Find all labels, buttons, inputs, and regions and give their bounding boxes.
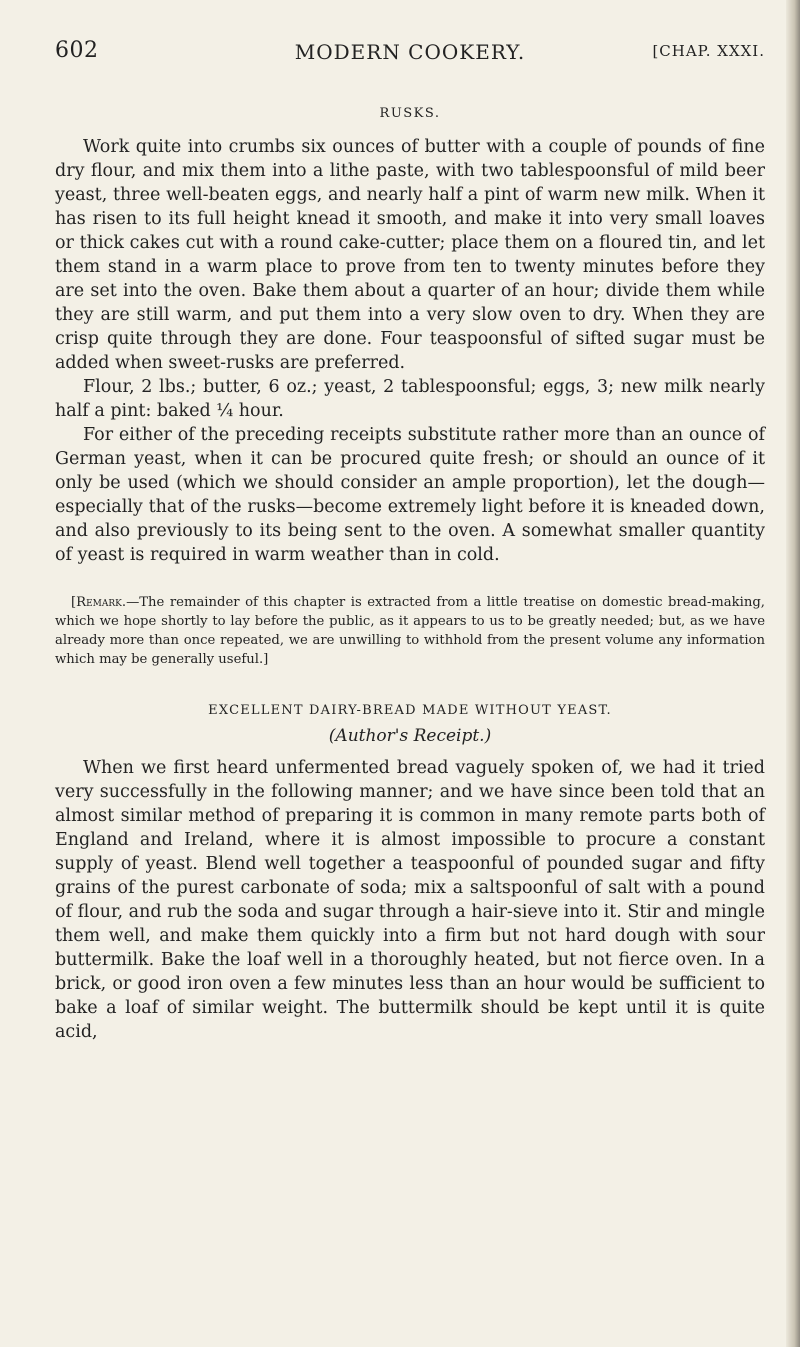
rusks-yeast-paragraph: For either of the preceding receipts substitute rather more than an ounce of German yeast, when it can be procured quite fresh; or should an ounce of it only be used (which we should consider an ample proportion), let the dough—especially that of the rusks—become extremely light before it is kneaded down, and also previously to its being sent to the oven. A somewhat smaller quantity of yeast is required in warm weather than in cold.	[55, 425, 765, 565]
rusks-heading: RUSKS.	[379, 106, 441, 121]
remark-label: [Remark.	[71, 595, 127, 610]
remark-text: —The remainder of this chapter is extracted from a little treatise on domestic bread-making, which we hope shortly to lay before the public, as it appears to us to be greatly needed; but, as we have already more than once repeated, we are unwilling to withhold from the present volume any information which may be generally useful.]	[55, 595, 765, 667]
running-title: MODERN COOKERY.	[294, 40, 526, 64]
rusks-ingredients-paragraph: Flour, 2 lbs.; butter, 6 oz.; yeast, 2 tablespoonsful; eggs, 3; new milk nearly half a pint: baked ¼ hour.	[55, 377, 765, 421]
page-edge	[786, 0, 800, 1347]
dairy-bread-heading: EXCELLENT DAIRY-BREAD MADE WITHOUT YEAST.	[208, 703, 612, 718]
chapter-reference: [CHAP. XXXI.	[652, 42, 765, 60]
page-number: 602	[55, 38, 99, 63]
dairy-bread-subheading: (Author's Receipt.)	[328, 726, 492, 746]
rusks-method-paragraph: Work quite into crumbs six ounces of butter with a couple of pounds of fine dry flour, and mix them into a lithe paste, with two tablespoonsful of mild beer yeast, three well-beaten eggs, and nearly half a pint of warm new milk. When it has risen to its full height knead it smooth, and make it into very small loaves or thick cakes cut with a round cake-cutter; place them on a floured tin, and let them stand in a warm place to prove from ten to twenty minutes before they are set into the oven. Bake them about a quarter of an hour; divide them while they are still warm, and put them into a very slow oven to dry. When they are crisp quite through they are done. Four teaspoonsful of sifted sugar must be added when sweet-rusks are preferred.	[55, 137, 765, 373]
running-head	[55, 38, 765, 78]
remark-paragraph	[55, 593, 765, 669]
book-page	[55, 38, 765, 1044]
dairy-bread-paragraph: When we first heard unfermented bread vaguely spoken of, we had it tried very successfully in the following manner; and we have since been told that an almost similar method of preparing it is common in many remote parts both of England and Ireland, where it is almost impossible to procure a constant supply of yeast. Blend well together a teaspoonful of pounded sugar and fifty grains of the purest carbonate of soda; mix a saltspoonful of salt with a pound of flour, and rub the soda and sugar through a hair-sieve into it. Stir and mingle them well, and make them quickly into a firm but not hard dough with sour buttermilk. Bake the loaf well in a thoroughly heated, but not fierce oven. In a brick, or good iron oven a few minutes less than an hour would be sufficient to bake a loaf of similar weight. The buttermilk should be kept until it is quite acid,	[55, 758, 765, 1042]
